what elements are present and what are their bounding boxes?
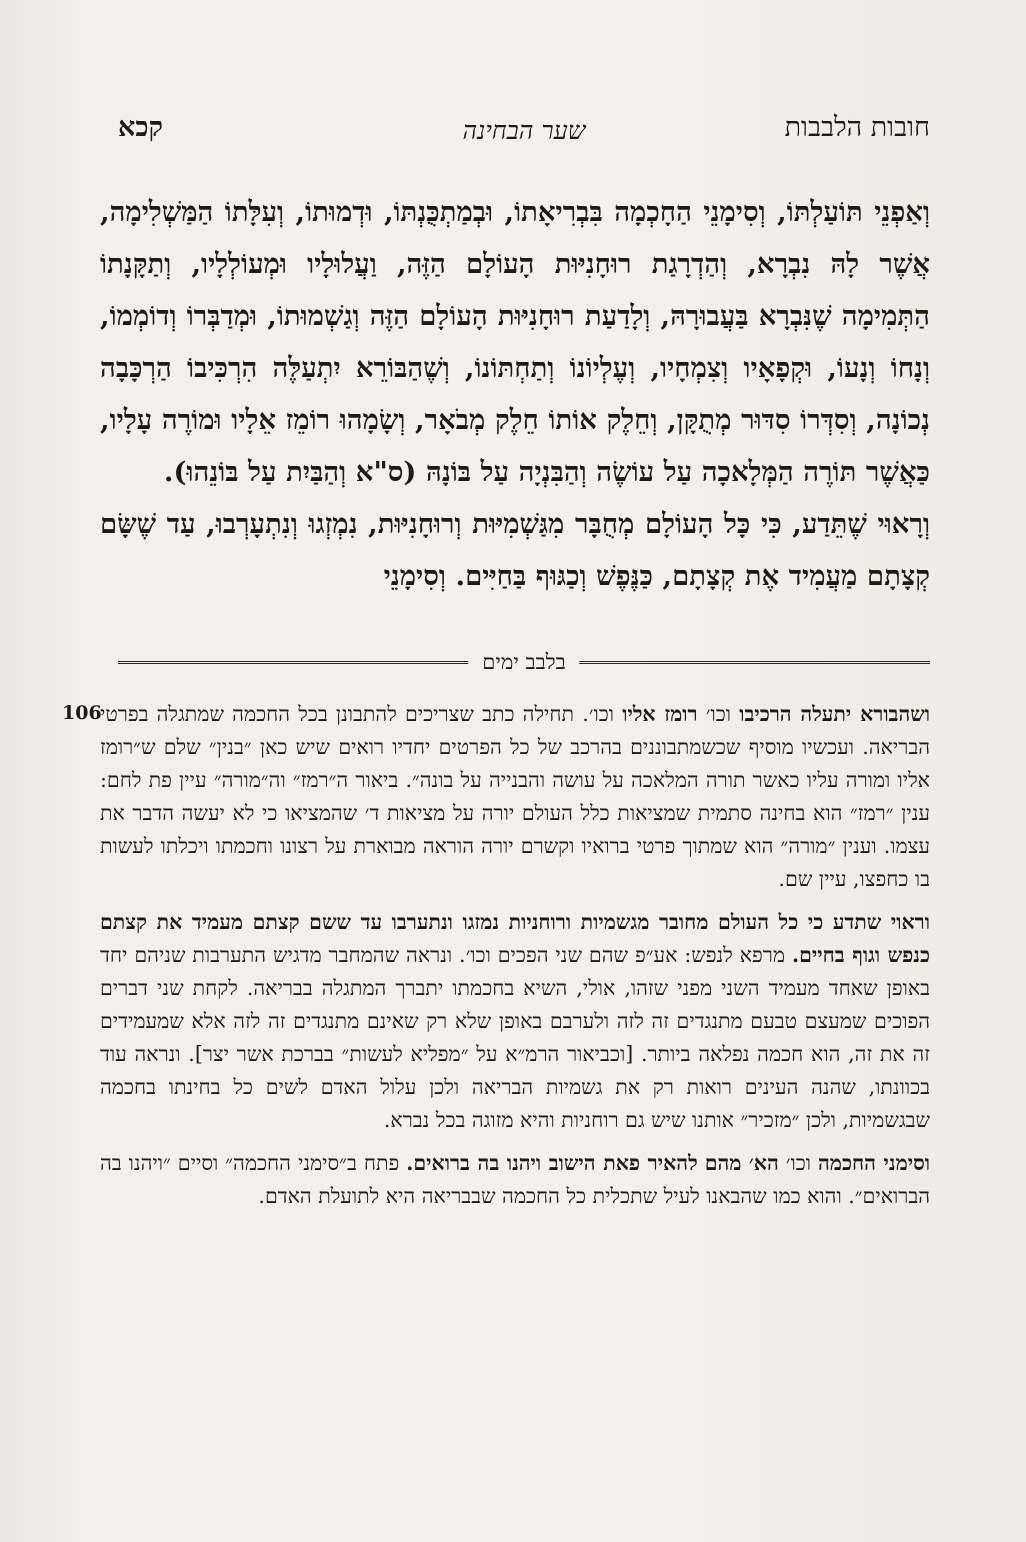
commentary-text: וכו׳	[697, 702, 740, 726]
book-title: חובות הלבבות	[784, 112, 930, 143]
page-number: קכא	[118, 112, 163, 143]
commentary-lemma: ושהבורא יתעלה הרכיבו	[739, 702, 930, 726]
commentary	[100, 698, 930, 1223]
page-header	[118, 112, 930, 152]
commentary-lemma: להאיר פאת הישוב ויהנו בה ברואים.	[406, 1151, 698, 1175]
main-paragraph-2: וְרָאוּי שֶׁתֵּדַע, כִּי כָּל הָעוֹלָם מְחֻבָּר מִגַּשְׁמִיּוּת וְרוּחָנִיּוּת, נִמְזְגוּ וְנִתְעָרְבוּ, עַד שֶׁשָּׂם קְצָתָם מַעֲמִיד אֶת קְצָתָם, כַּנֶּפֶשׁ וְכַגּוּף בַּחַיִּים. וְסִימָנֵי	[100, 508, 930, 592]
commentary-paragraph-1	[100, 698, 930, 896]
main-paragraph-1: וְאַפְנֵי תּוֹעַלְתּוֹ, וְסִימָנֵי הַחָכְמָה בִּבְרִיאָתוֹ, וּבְמַתְכֻּנְתּוֹ, וּדְמוּתוֹ, וְעִלָּתוֹ הַמַּשְׁלִימָה, אֲשֶׁר לָהּ נִבְרָא, וְהַדְרָגַת רוּחָנִיּוּת הָעוֹלָם הַזֶּה, וַעֲלוּלָיו וּמְעוֹלְלָיו, וְתַקָּנָתוֹ הַתְּמִימָה שֶׁנִּבְרָא בַּעֲבוּרָהּ, וְלָדַעַת רוּחָנִיּוּת הָעוֹלָם הַזֶּה וְגַשְׁמוּתוֹ, וּמְדַבְּרוֹ וְדוֹמְמוֹ, וְנָחוֹ וְנָעוֹ, וּקְפָאָיו וְצִמְחָיו, וְעֶלְיוֹנוֹ וְתַחְתּוֹנוֹ, וְשֶׁהַבּוֹרֵא יִתְעַלֶּה הִרְכִּיבוֹ הַרְכָּבָה נְכוֹנָה, וְסִדְּרוֹ סִדּוּר מְתֻקָּן, וְחֵלֶק אוֹתוֹ חֵלֶק מְבֹאָר, וְשָׂמָהוּ רוֹמֵז אֵלָיו וּמוֹרֶה עָלָיו, כַּאֲשֶׁר תּוֹרֶה הַמְּלָאכָה עַל עוֹשֶׂה וְהַבִּנְיָה עַל בּוֹנָהּ (ס"א וְהַבַּיִת עַל בּוֹנֵהוּ).	[100, 196, 930, 488]
commentary-lemma: וסימני החכמה	[818, 1151, 931, 1175]
commentary-paragraph-2	[100, 906, 930, 1137]
section-divider	[118, 648, 930, 676]
commentary-text: מרפא לנפש: אע״פ שהם שני הפכים וכו׳. ונראה שהמחבר מדגיש התערבות שניהם יחד באופן שאחד מעמיד השני מפני שזהו, אולי, השיא בחכמתו יתברך המתגלה בבריאה. לקחת שני דברים הפוכים שמעצם טבעם מתנגדים זה לזה ולערבם באופן שלא רק שאינם מתנגדים זה לזה אלא שמעמידים זה את זה, הוא חכמה נפלאה ביותר. [וכביאור הרמ״א על ״מפליא לעשות״ בברכת אשר יצר]. ונראה עוד בכוונתו, שהנה העינים רואות רק את גשמיות הבריאה ולכן עלול האדם לשים כל בחינתו בחכמה שבגשמיות, ולכן ״מזכיר״ אותנו שיש גם רוחניות והיא מזוגה בכל נברא.	[100, 943, 930, 1132]
commentary-text: פתח ב״סימני החכמה״ וסיים ״ויהנו בה הברואים״. והוא כמו שהבאנו לעיל שתכלית כל החכמה שבבריאה היא לתועלת האדם.	[100, 1151, 930, 1208]
commentary-paragraph-3	[100, 1147, 930, 1213]
margin-number: 106	[62, 702, 102, 724]
commentary-lemma: וראוי שתדע כי כל העולם מחובר מגשמיות ורוחניות נמזגו ונתערבו עד ששם קצתם מעמיד את קצתם כנפש וגוף בחיים.	[100, 910, 930, 967]
commentary-text: וכו׳	[778, 1151, 819, 1175]
commentary-title: בלבב ימים	[468, 648, 579, 676]
commentary-lemma: רומז אליו	[622, 702, 698, 726]
commentary-text: וכו׳. תחילה כתב שצריכים להתבונן בכל החכמה שמתגלה בפרטי הבריאה. ועכשיו מוסיף שכשמתבוננים בהרכב של כל הפרטים יחדיו רואים שיש כאן ״בנין״ שלם ש״רומז אליו ומורה עליו כאשר תורה המלאכה על עושה והבנייה על בונה״. ביאור ה״רמז״ וה״מורה״ עיין פת לחם: ענין ״רמז״ הוא בחינה סתמית שמציאות כלל העולם יורה על מציאות ד׳ שהמציאו כי לא יעשה הדבר את עצמו. וענין ״מורה״ הוא שמתוך פרטי ברואיו וקשרם יורה הוראה מבוארת על רצונו וחכמתו ויכלתו לעשות בו כחפצו, עיין שם.	[100, 702, 930, 891]
gate-title: שער הבחינה	[462, 116, 586, 145]
main-text	[100, 186, 930, 602]
commentary-lemma: הא׳ מהם	[704, 1151, 779, 1175]
